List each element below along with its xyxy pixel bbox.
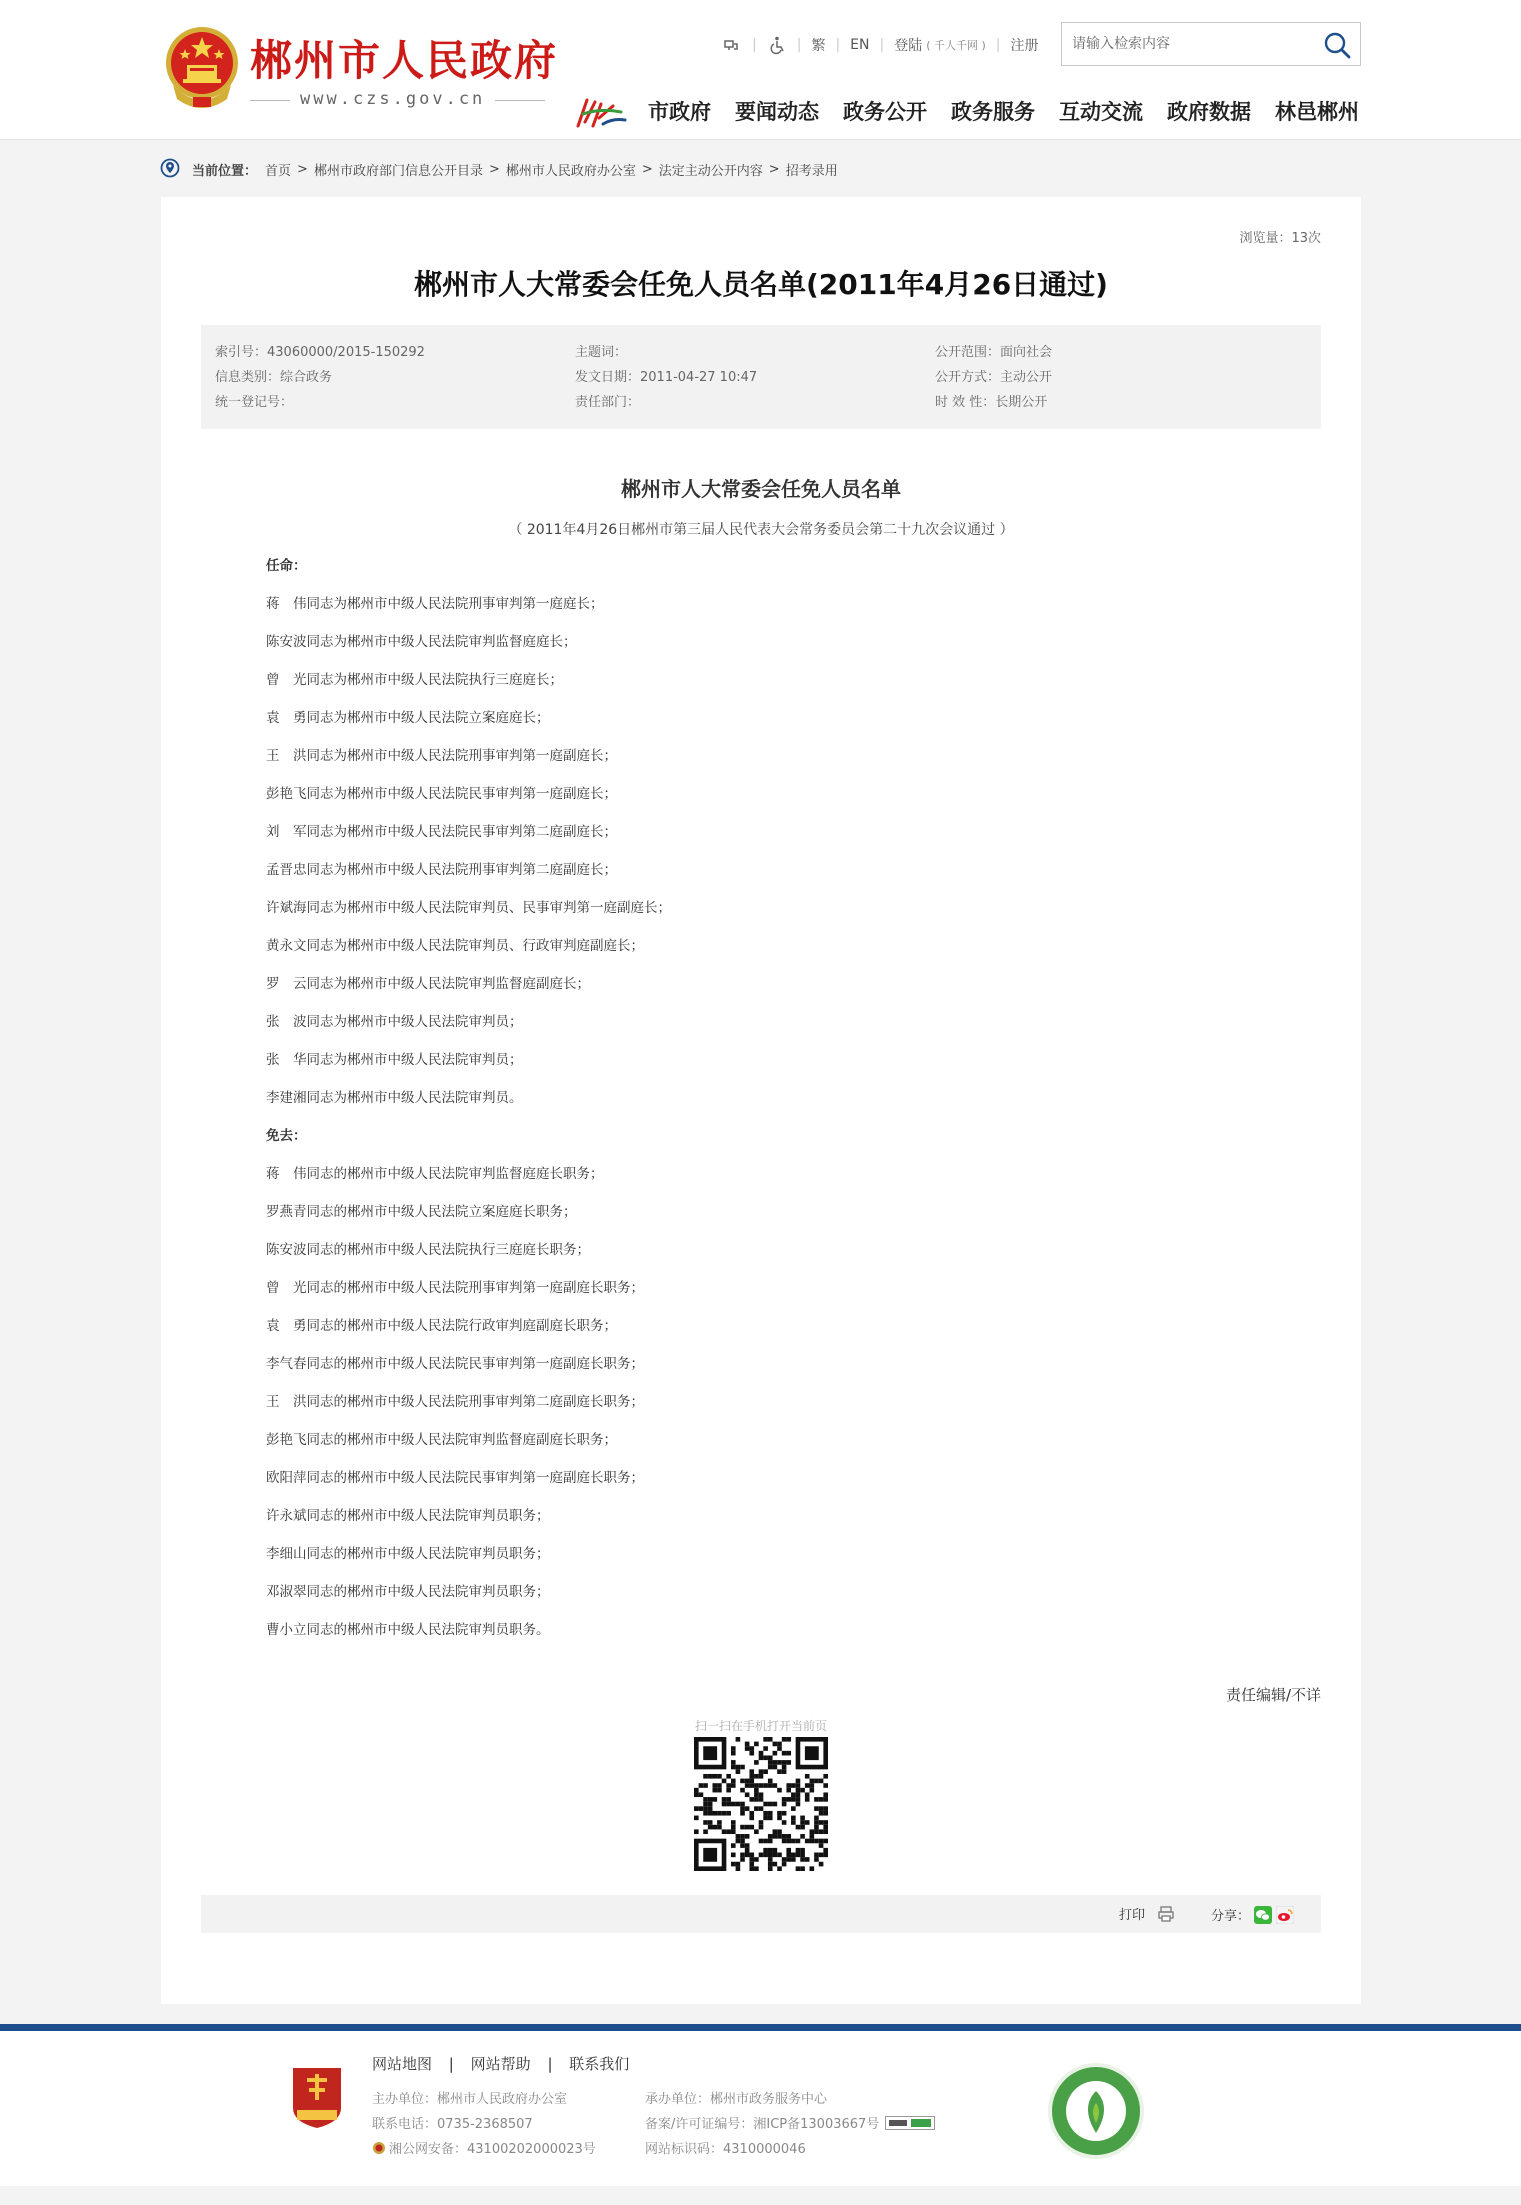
footer-operator: 承办单位：郴州市政务服务中心 [645, 2092, 828, 2107]
meta-category: 信息类别：综合政务 [215, 370, 333, 385]
appoint-heading: 任命： [266, 558, 307, 574]
list-item: 蒋 伟同志为郴州市中级人民法院刑事审判第一庭庭长； [266, 596, 604, 612]
breadcrumb: 当前位置： 首页 > 郴州市政府部门信息公开目录 > 郴州市人民政府办公室 > 法定主动公开内容 > 招考录用 [160, 158, 838, 180]
meta-index-no: 索引号：43060000/2015-150292 [215, 345, 425, 360]
meta-method: 公开方式：主动公开 [935, 370, 1053, 385]
nav-item-city-government[interactable]: 市政府 [648, 100, 711, 124]
print-button[interactable] [1119, 1904, 1175, 1923]
location-pin-icon [160, 158, 180, 180]
breadcrumb-recruitment[interactable]: 招考录用 [785, 163, 838, 179]
utility-toolbar: | | 繁 | EN | 登陆 ( 千人千网 ) | 注册 [722, 33, 1039, 57]
list-item: 罗 云同志为郴州市中级人民法院审判监督庭副庭长； [266, 976, 590, 992]
nav-item-interaction[interactable]: 互动交流 [1059, 100, 1143, 124]
list-item: 李气春同志的郴州市中级人民法院民事审判第一庭副庭长职务； [266, 1356, 644, 1372]
list-item: 王 洪同志的郴州市中级人民法院刑事审判第二庭副庭长职务； [266, 1394, 644, 1410]
list-item: 李建湘同志为郴州市中级人民法院审判员。 [266, 1090, 523, 1106]
list-item: 彭艳飞同志的郴州市中级人民法院审判监督庭副庭长职务； [266, 1432, 617, 1448]
list-item: 许永斌同志的郴州市中级人民法院审判员职务； [266, 1508, 550, 1524]
login-label: 登陆 [894, 38, 923, 54]
contact-link[interactable]: 联系我们 [569, 2055, 630, 2073]
main-nav [648, 96, 1359, 126]
responsible-editor: 责任编辑/不详 [1225, 1686, 1321, 1704]
footer-icp-text: 备案/许可证编号：湘ICP备13003667号 [645, 2117, 880, 2132]
list-item: 王 洪同志为郴州市中级人民法院刑事审判第一庭副庭长； [266, 748, 617, 764]
printer-icon [1157, 1905, 1175, 1923]
site-footer [0, 2031, 1521, 2186]
nav-item-linyi-chenzhou[interactable]: 林邑郴州 [1275, 100, 1359, 124]
view-count: 浏览量：13次 [1239, 231, 1321, 246]
meta-dept: 责任部门： [575, 395, 641, 410]
meta-reg-no: 统一登记号： [215, 395, 294, 410]
list-item: 张 波同志为郴州市中级人民法院审判员； [266, 1014, 523, 1030]
login-note: ( 千人千网 ) [926, 39, 986, 52]
footer-phone: 联系电话：0735-2368507 [372, 2117, 533, 2132]
traditional-chinese-link[interactable]: 繁 [811, 38, 826, 54]
breadcrumb-statutory[interactable]: 法定主动公开内容 [658, 163, 763, 179]
breadcrumb-home[interactable]: 首页 [265, 163, 292, 179]
content-note: （ 2011年4月26日郴州市第三届人民代表大会常务委员会第二十九次会议通过 ） [508, 522, 1014, 538]
login-link[interactable] [894, 33, 986, 57]
footer-police-text: 湘公网安备：43100202000023号 [389, 2142, 596, 2157]
share-group [1211, 1905, 1294, 1924]
footer-links: 网站地图 | 网站帮助 | 联系我们 [372, 2055, 630, 2073]
search-box [1061, 22, 1361, 66]
content-title: 郴州市人大常委会任免人员名单 [621, 477, 901, 501]
list-item: 曾 光同志的郴州市中级人民法院刑事审判第一庭副庭长职务； [266, 1280, 644, 1296]
search-icon[interactable] [1322, 30, 1352, 60]
list-item: 欧阳萍同志的郴州市中级人民法院民事审判第一庭副庭长职务； [266, 1470, 644, 1486]
site-title[interactable]: 郴州市人民政府 [250, 36, 559, 85]
site-url: www.czs.gov.cn [290, 89, 495, 109]
footer-divider [0, 2024, 1521, 2031]
wheelchair-icon [767, 35, 787, 55]
civilized-city-seal-icon[interactable] [1046, 2061, 1146, 2161]
register-link[interactable]: 注册 [1010, 38, 1039, 54]
share-bar [201, 1895, 1321, 1933]
list-item: 张 华同志为郴州市中级人民法院审判员； [266, 1052, 523, 1068]
footer-police[interactable] [372, 2138, 596, 2157]
qr-caption: 扫一扫在手机打开当前页 [694, 1719, 827, 1733]
remove-heading: 免去： [266, 1128, 307, 1144]
list-item: 曾 光同志为郴州市中级人民法院执行三庭庭长； [266, 672, 563, 688]
party-government-badge-icon[interactable] [289, 2064, 345, 2130]
list-item: 黄永文同志为郴州市中级人民法院审判员、行政审判庭副庭长； [266, 938, 644, 954]
meta-validity: 时 效 性：长期公开 [935, 395, 1048, 410]
list-item: 许斌海同志为郴州市中级人民法院审判员、民事审判第一庭副庭长； [266, 900, 671, 916]
search-input[interactable] [1072, 33, 1302, 55]
list-item: 邓淑翠同志的郴州市中级人民法院审判员职务； [266, 1584, 550, 1600]
footer-site-code: 网站标识码：4310000046 [645, 2142, 806, 2157]
help-link[interactable]: 网站帮助 [470, 2055, 531, 2073]
nav-item-news[interactable]: 要闻动态 [735, 100, 819, 124]
accessibility-toggle[interactable] [722, 33, 742, 57]
list-item: 罗燕青同志的郴州市中级人民法院立案庭庭长职务； [266, 1204, 577, 1220]
article-title: 郴州市人大常委会任免人员名单(2011年4月26日通过) [414, 268, 1108, 301]
meta-keywords: 主题词： [575, 345, 628, 360]
police-badge-icon [372, 2141, 386, 2155]
list-item: 李细山同志的郴州市中级人民法院审判员职务； [266, 1546, 550, 1562]
nav-item-government-affairs-open[interactable]: 政务公开 [843, 100, 927, 124]
list-item: 彭艳飞同志为郴州市中级人民法院民事审判第一庭副庭长； [266, 786, 617, 802]
meta-scope: 公开范围：面向社会 [935, 345, 1053, 360]
footer-host: 主办单位：郴州市人民政府办公室 [372, 2092, 568, 2107]
list-item: 刘 军同志为郴州市中级人民法院民事审判第二庭副庭长； [266, 824, 617, 840]
wechat-icon[interactable] [1254, 1906, 1272, 1924]
print-label: 打印 [1119, 1908, 1146, 1923]
barrier-free-button[interactable] [767, 33, 787, 57]
qr-code-icon [694, 1737, 828, 1871]
meta-date: 发文日期：2011-04-27 10:47 [575, 370, 758, 385]
nav-logo-icon [573, 92, 628, 132]
english-link[interactable]: EN [850, 37, 870, 53]
national-emblem-icon[interactable] [163, 25, 241, 111]
article-body [266, 547, 1266, 1649]
glasses-icon [722, 35, 742, 55]
list-item: 陈安波同志的郴州市中级人民法院执行三庭庭长职务； [266, 1242, 590, 1258]
article-meta [201, 325, 1321, 429]
list-item: 陈安波同志为郴州市中级人民法院审判监督庭庭长； [266, 634, 577, 650]
share-label: 分享： [1211, 1909, 1251, 1924]
filing-badge-icon [885, 2116, 935, 2130]
list-item: 孟晋忠同志为郴州市中级人民法院刑事审判第二庭副庭长； [266, 862, 617, 878]
footer-icp[interactable] [645, 2113, 935, 2132]
breadcrumb-office[interactable]: 郴州市人民政府办公室 [505, 163, 636, 179]
article-card [161, 197, 1361, 2004]
breadcrumb-label: 当前位置： [192, 163, 258, 179]
weibo-icon[interactable] [1276, 1906, 1294, 1924]
nav-item-government-services[interactable]: 政务服务 [951, 100, 1035, 124]
breadcrumb-catalog[interactable]: 郴州市政府部门信息公开目录 [313, 163, 483, 179]
list-item: 曹小立同志的郴州市中级人民法院审判员职务。 [266, 1622, 550, 1638]
list-item: 袁 勇同志的郴州市中级人民法院行政审判庭副庭长职务； [266, 1318, 617, 1334]
list-item: 蒋 伟同志的郴州市中级人民法院审判监督庭庭长职务； [266, 1166, 604, 1182]
sitemap-link[interactable]: 网站地图 [372, 2055, 433, 2073]
list-item: 袁 勇同志为郴州市中级人民法院立案庭庭长； [266, 710, 550, 726]
site-header [0, 0, 1521, 140]
nav-item-government-data[interactable]: 政府数据 [1167, 100, 1251, 124]
